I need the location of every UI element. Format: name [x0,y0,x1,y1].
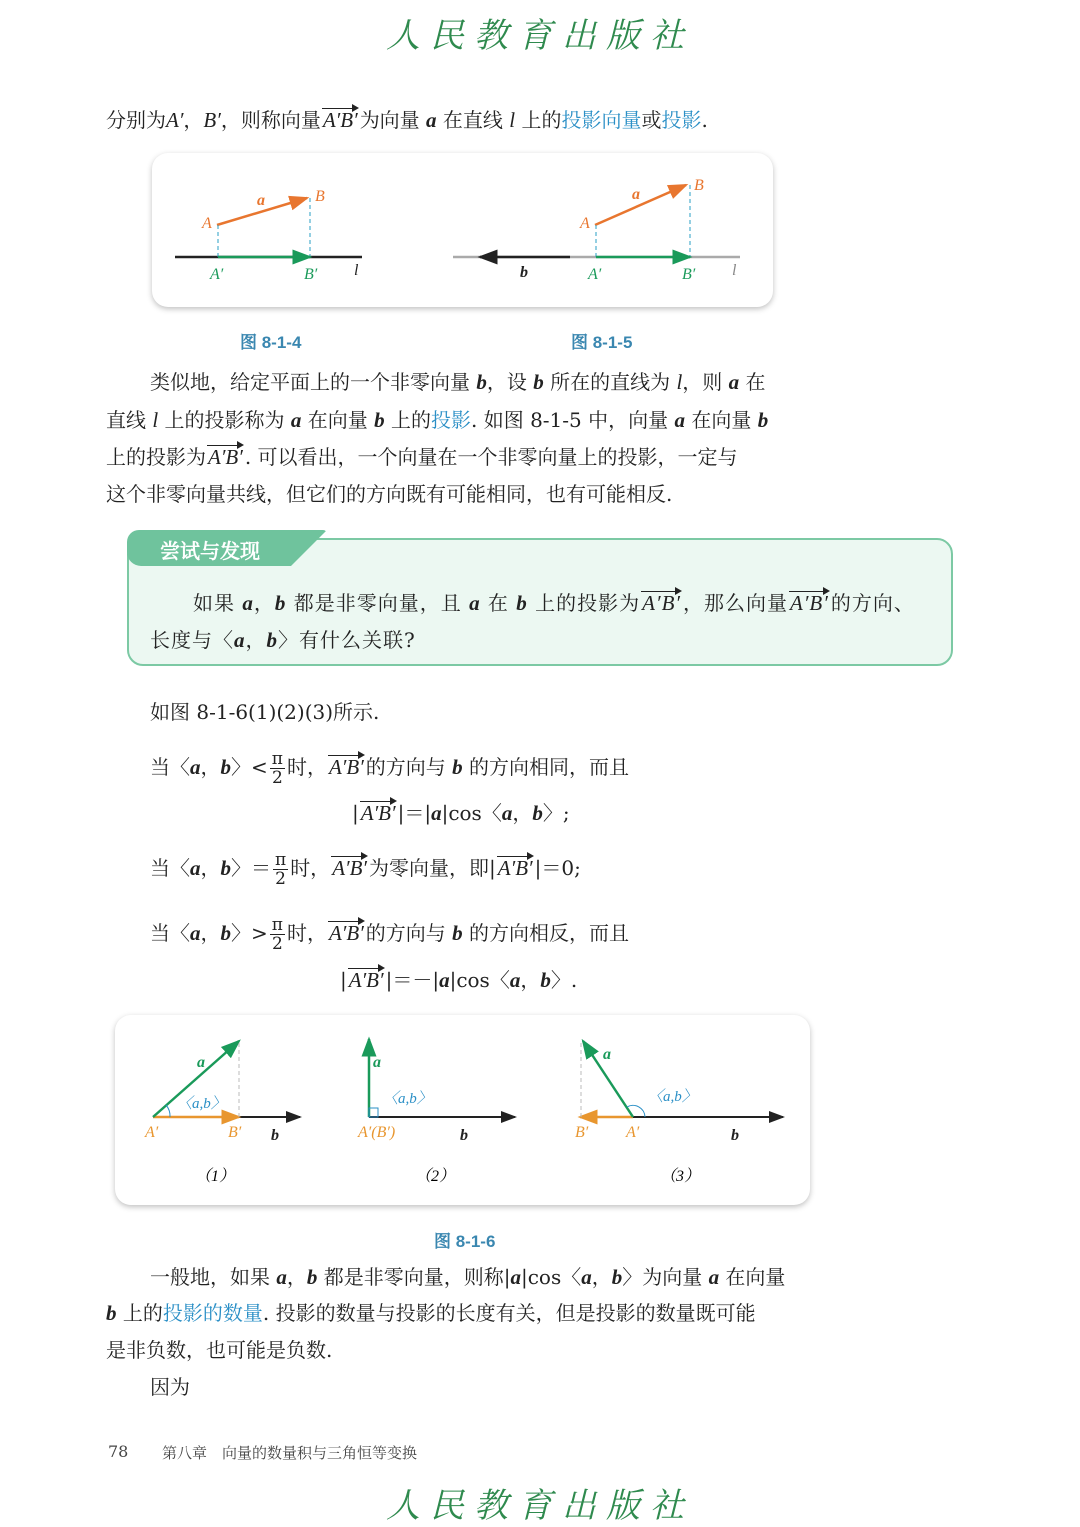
text-segment: a [509,968,521,992]
text-segment: 都是非零向量，则称| [317,1265,511,1289]
label-A: A [580,215,590,232]
text-segment: . 如图 8-1-5 中，向量 [471,408,675,432]
svg-text:（3）: （3） [660,1168,701,1185]
text-segment: | [352,801,359,825]
vector-symbol: A′B′ [497,856,533,880]
text-segment: |cos〈 [441,801,502,825]
text-segment: a [674,408,685,432]
svg-text:A′(B′): A′(B′) [358,1124,396,1141]
svg-text:a: a [603,1046,611,1063]
key-term: 投影的数量 [162,1301,263,1325]
text-segment: 在 [480,591,517,615]
text-line [150,851,581,888]
fraction [270,750,285,787]
numerator: π [271,749,283,769]
svg-text:〈a,b〉: 〈a,b〉 [177,1096,226,1112]
text-line [150,698,379,726]
text-line [106,443,738,471]
text-segment: 所在的直线为 [543,370,677,394]
text-line [150,916,629,953]
text-segment: b [452,921,463,945]
text-segment: b [266,628,278,652]
text-segment: ， [512,801,533,825]
text-segment: a [276,1265,287,1289]
label-B-prime: B′ [304,266,318,283]
text-segment: 都是非零向量，且 [286,591,470,615]
chapter-title: 第八章 向量的数量积与三角恒等变换 [162,1444,418,1462]
svg-text:a: a [373,1054,381,1071]
text-segment: a [728,370,740,394]
figure-8-1-5 [453,177,740,283]
text-segment: 的方向、 [830,591,915,615]
text-segment: |＝0; [534,856,581,880]
text-line [106,1336,332,1364]
text-segment: b [106,1301,117,1325]
text-segment: b [532,801,543,825]
text-segment: . 投影的数量与投影的长度有关，但是投影的数量既可能 [262,1301,756,1325]
text-segment: 在向量 [684,408,758,432]
text-segment: a [242,591,254,615]
text-segment: ， [286,1265,307,1289]
text-segment: . 可以看出，一个向量在一个非零向量上的投影，一定与 [244,445,738,469]
text-segment: 如果 [193,591,243,615]
text-segment: |＝| [397,801,432,825]
text-segment: . [701,108,708,132]
text-segment: b [374,408,385,432]
text-segment: ，则 [682,370,729,394]
text-segment: ， [183,108,204,132]
text-segment: 在直线 [436,108,510,132]
text-segment: 的方向与 [365,921,453,945]
svg-text:〈a,b〉: 〈a,b〉 [383,1091,432,1107]
text-segment: 〉< [231,755,268,779]
text-segment: A′ [166,108,184,132]
vector-symbol: A′B′ [322,108,358,132]
vector-symbol: A′B′ [332,856,368,880]
text-segment: 时， [286,755,327,779]
label-B: B [694,177,704,194]
numerator: π [271,915,283,935]
text-segment: a [501,801,513,825]
text-segment: l [509,108,516,132]
text-segment: ， [520,968,541,992]
label-B-prime: B′ [682,266,696,283]
text-segment: 在向量 [301,408,375,432]
text-segment: 直线 [106,408,153,432]
label-a: a [632,186,640,203]
svg-text:〈a,b〉: 〈a,b〉 [648,1089,697,1105]
svg-text:（1）: （1） [195,1168,236,1185]
vector-symbol: A′B′ [328,755,364,779]
text-segment: 上的 [515,108,562,132]
text-segment: a [431,801,442,825]
text-segment: a [190,856,201,880]
text-segment: a [234,628,246,652]
text-segment: 当〈 [150,755,190,779]
text-segment: 的方向相同，而且 [462,755,630,779]
text-segment: 分别为 [106,108,166,132]
projection-diagrams [152,153,773,307]
page-number: 78 [108,1442,129,1461]
text-segment: 〉; [542,801,570,825]
svg-text:A′: A′ [626,1124,640,1141]
text-segment: 时， [286,921,327,945]
text-line [150,368,766,396]
text-segment: a [708,1265,720,1289]
text-segment: b [220,856,231,880]
label-B: B [315,188,325,205]
text-line [106,1299,756,1327]
text-segment: a [439,968,450,992]
vector-symbol: A′B′ [642,591,681,615]
vector-symbol: A′B′ [328,921,364,945]
svg-text:（2）: （2） [415,1168,456,1185]
case-1 [144,1041,300,1185]
vector-symbol: A′B′ [790,591,829,615]
text-segment: 这个非零向量共线，但它们的方向既有可能相同，也有可能相反. [106,482,673,506]
text-line [150,1263,785,1291]
text-segment: 是非负数，也可能是负数. [106,1338,333,1362]
text-segment: 〉＝ [231,856,271,880]
text-segment: |cos〈 [520,1265,582,1289]
text-segment: B′ [203,108,221,132]
text-segment: b [611,1265,623,1289]
text-segment: b [516,591,528,615]
svg-text:B′: B′ [228,1124,242,1141]
text-segment: ， [591,1265,612,1289]
label-A-prime: A′ [588,266,602,283]
text-segment: 上的投影为 [106,445,206,469]
text-segment: ，则称向量 [220,108,321,132]
text-segment: 〉. [550,968,578,992]
text-segment: 上的 [116,1301,163,1325]
text-segment: 在 [739,370,766,394]
text-segment: b [757,408,769,432]
text-segment: | [340,968,347,992]
label-A: A [202,215,212,232]
figure-8-1-6-card [115,1015,810,1205]
text-segment: a [426,108,437,132]
text-line [150,1373,190,1401]
text-segment: 时， [290,856,331,880]
denominator: 2 [271,934,283,954]
figure-8-1-4 [175,188,362,283]
text-segment: b [533,370,544,394]
text-segment: 为向量 [359,108,427,132]
fraction [273,851,288,888]
text-segment: |＝－| [385,968,440,992]
publisher-logo-top: 人民教育出版社 [386,16,694,56]
text-segment: 的方向与 [365,755,453,779]
text-line [106,406,768,434]
text-segment: a [190,921,201,945]
text-line [340,966,577,994]
text-segment: |cos〈 [449,968,510,992]
vector-symbol: A′B′ [208,445,243,469]
text-segment: 在向量 [719,1265,786,1289]
text-segment: b [220,755,231,779]
vector-symbol: A′B′ [360,801,396,825]
text-segment: ，那么向量 [683,591,788,615]
vector-symbol: A′B′ [348,968,384,992]
text-segment: 当〈 [150,856,190,880]
numerator: π [275,850,287,870]
text-segment: l [676,370,683,394]
text-segment: b [220,921,231,945]
text-segment: a [510,1265,521,1289]
caption-8-1-5: 图 8-1-5 [571,333,633,352]
key-term: 投影向量 [561,108,642,132]
label-A-prime: A′ [210,266,224,283]
svg-text:A′: A′ [145,1124,159,1141]
text-line [150,750,629,787]
text-segment: ， [200,856,221,880]
svg-text:B′: B′ [575,1124,589,1141]
text-segment: 上的投影称为 [158,408,291,432]
text-segment: 〉> [231,921,268,945]
text-segment: ，设 [486,370,534,394]
text-segment: 如图 8-1-6(1)(2)(3)所示. [150,700,380,724]
label-l: l [732,262,737,279]
denominator: 2 [275,869,286,889]
text-segment: a [290,408,302,432]
text-segment: b [540,968,551,992]
svg-text:b: b [271,1127,279,1144]
caption-8-1-4: 图 8-1-4 [240,333,302,352]
denominator: 2 [271,768,283,788]
text-segment: 当〈 [150,921,190,945]
try-and-discover-title: 尝试与发现 [160,539,260,563]
svg-text:b: b [460,1127,468,1144]
key-term: 投影 [431,408,471,432]
text-segment: 长度与〈 [150,628,234,652]
text-segment: 或 [641,108,662,132]
text-line [352,799,570,827]
text-segment: a [469,591,481,615]
key-term: 投影 [661,108,702,132]
text-segment: 一般地，如果 [150,1265,277,1289]
text-segment: a [581,1265,592,1289]
text-segment: 上的 [384,408,431,432]
text-segment: ， [200,755,221,779]
text-segment: 上的投影为 [527,591,641,615]
text-segment: ， [253,591,275,615]
text-segment: 因为 [150,1375,190,1399]
text-segment: ， [245,628,267,652]
text-segment: b [452,755,463,779]
text-segment: ， [200,921,221,945]
text-segment: l [152,408,159,432]
svg-text:b: b [731,1127,739,1144]
text-line [106,106,708,134]
text-line [150,626,416,654]
text-segment: b [274,591,287,615]
caption-8-1-6: 图 8-1-6 [434,1232,496,1251]
text-line [106,480,672,508]
angle-cases-diagrams [115,1015,810,1205]
text-line [193,589,915,617]
figure-8-1-4-5-card [152,153,773,307]
fraction [270,916,285,953]
text-segment: 类似地，给定平面上的一个非零向量 [150,370,477,394]
label-a: a [257,192,265,209]
svg-text:a: a [197,1054,205,1071]
text-segment: 〉有什么关联? [278,628,416,652]
case-2 [357,1039,515,1185]
vector-a [595,185,686,225]
publisher-logo-bottom: 人民教育出版社 [386,1486,694,1526]
text-segment: 的方向相反，而且 [462,921,630,945]
text-segment: 为零向量，即| [369,856,496,880]
text-segment: b [306,1265,318,1289]
text-segment: a [190,755,201,779]
case-3 [575,1041,783,1185]
text-segment: 〉为向量 [622,1265,709,1289]
label-l: l [354,262,359,279]
text-segment: b [476,370,487,394]
label-b: b [520,264,528,281]
